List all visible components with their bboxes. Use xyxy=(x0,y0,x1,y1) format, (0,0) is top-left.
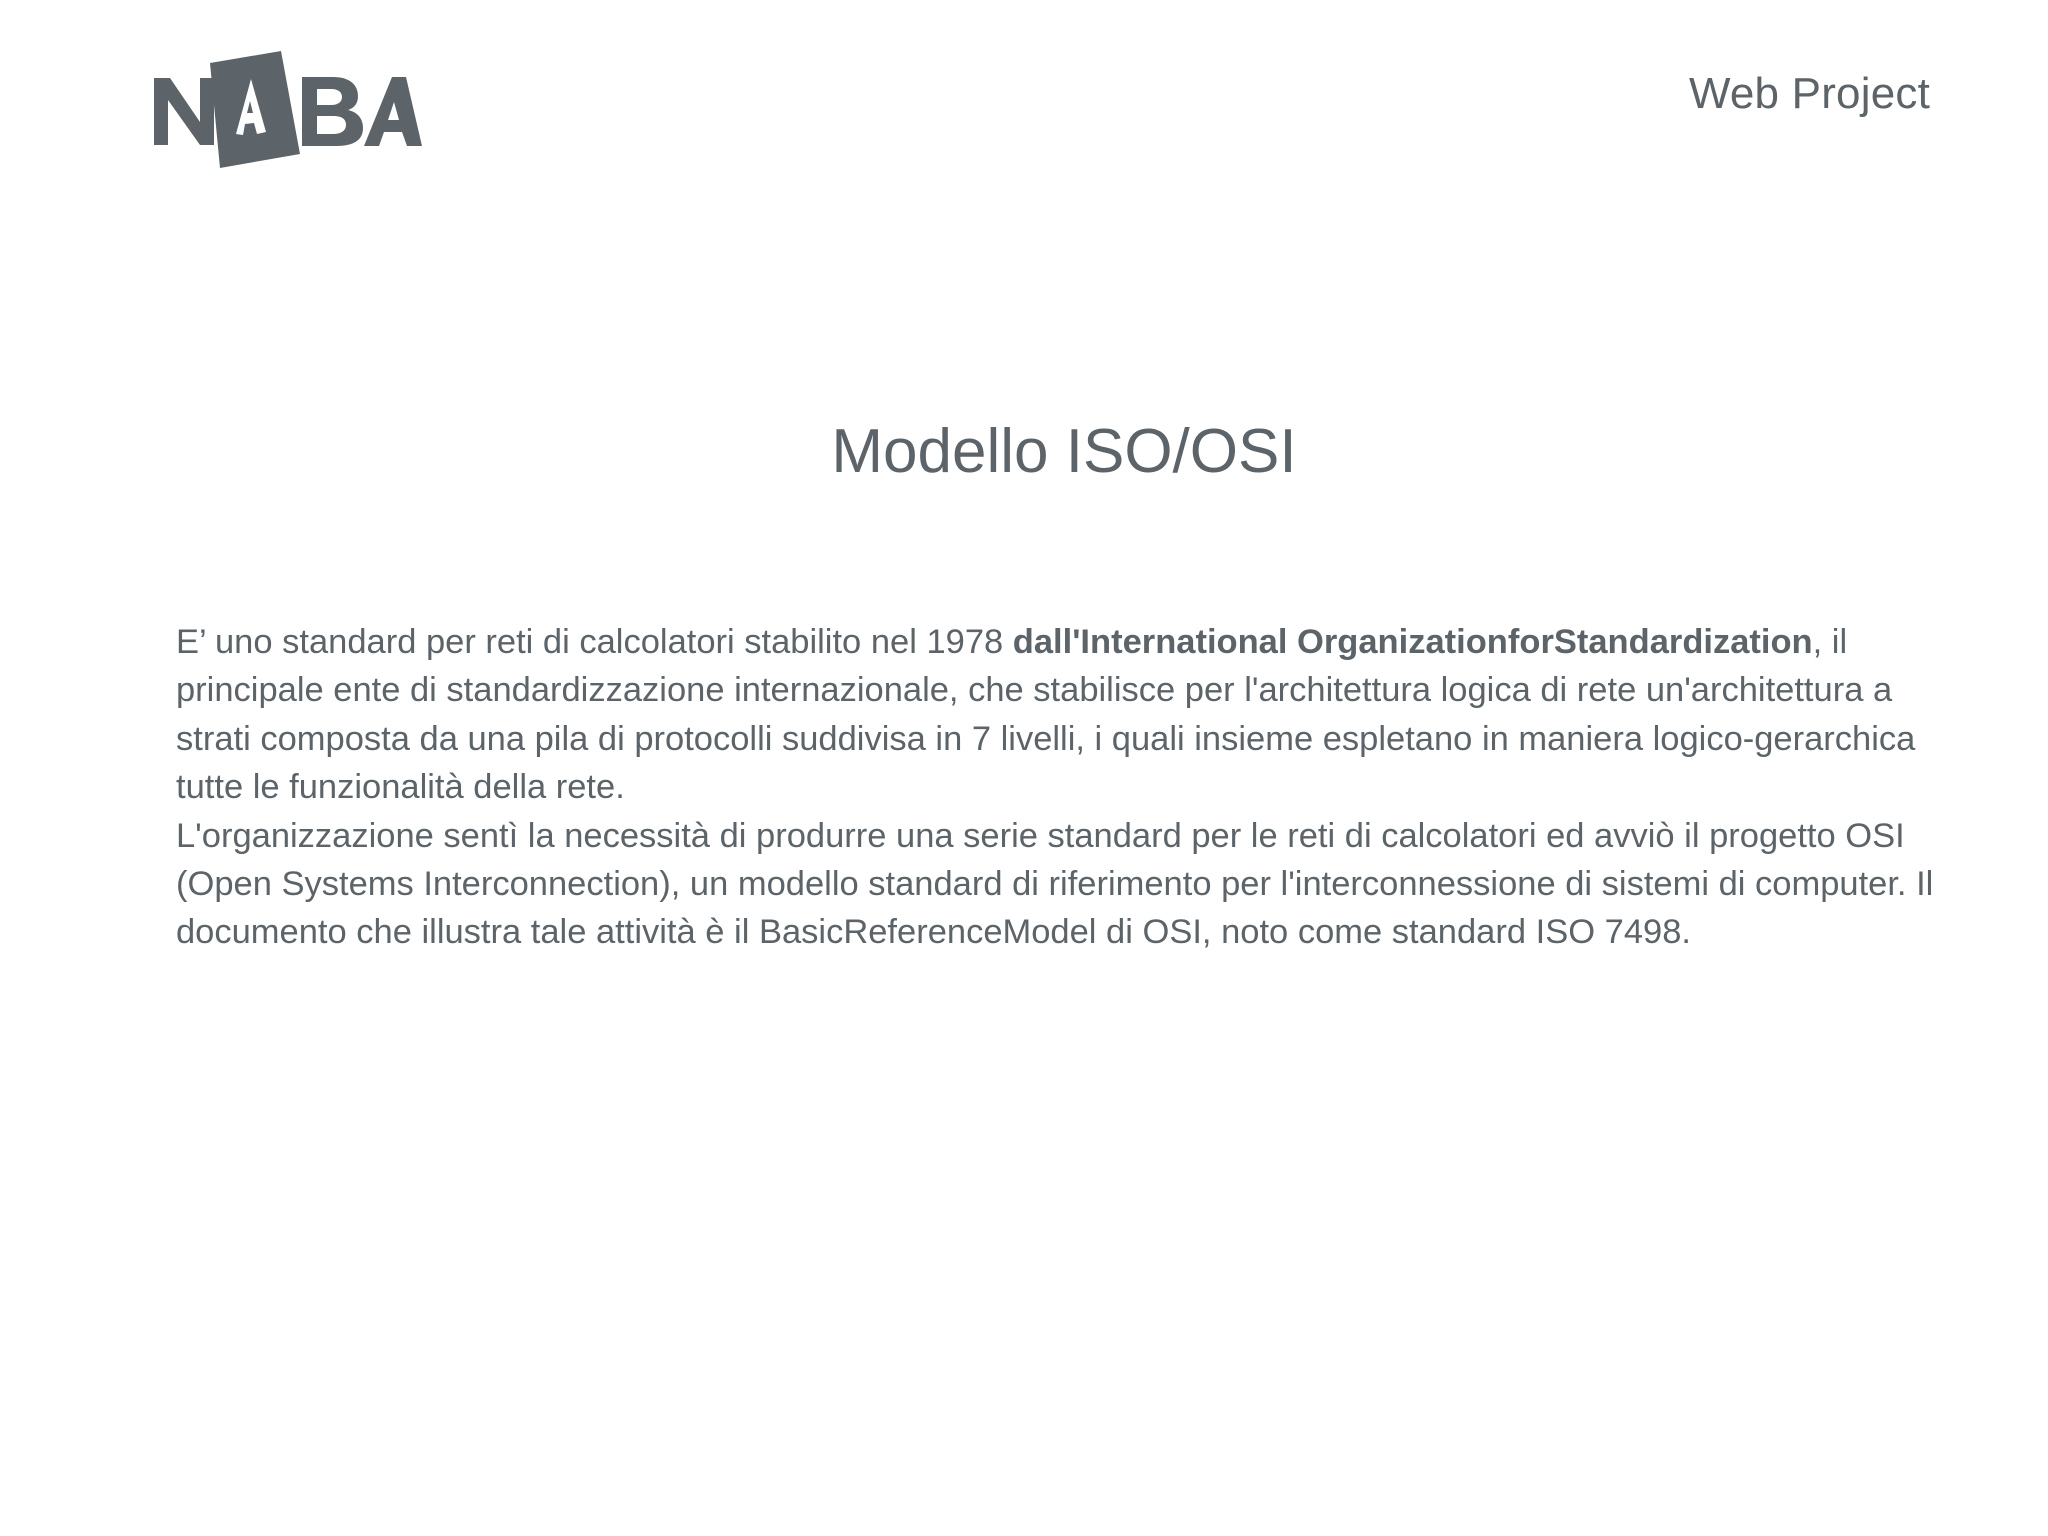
paragraph-1-text-end: , il principale ente di standardizzazione internazionale, che stabilisce per l'architettura logica di rete un'architettura a strati composta da una pila di protocolli suddivisa in 7 livelli, i quali insieme espletano in maniera logico-gerarchica tutte le funzionalità della rete. xyxy=(176,623,1916,807)
paragraph-1 xyxy=(176,618,1976,812)
header-label: Web Project xyxy=(1688,69,1930,118)
organization-name: dall'International OrganizationforStandardization xyxy=(1012,623,1813,661)
slide-body xyxy=(176,618,1976,957)
slide-title: Modello ISO/OSI xyxy=(831,417,1297,486)
paragraph-1-text-start: E’ uno standard per reti di calcolatori stabilito nel 1978 xyxy=(176,623,1013,661)
naba-logo xyxy=(152,48,422,172)
paragraph-2: L'organizzazione sentì la necessità di produrre una serie standard per le reti di calcolatori ed avviò il progetto OSI (Open Systems Interconnection), un modello standard di riferimento per l'interconnessione di sistemi di computer. Il documento che illustra tale attività è il BasicReferenceModel di OSI, noto come standard ISO 7498. xyxy=(176,816,1934,952)
